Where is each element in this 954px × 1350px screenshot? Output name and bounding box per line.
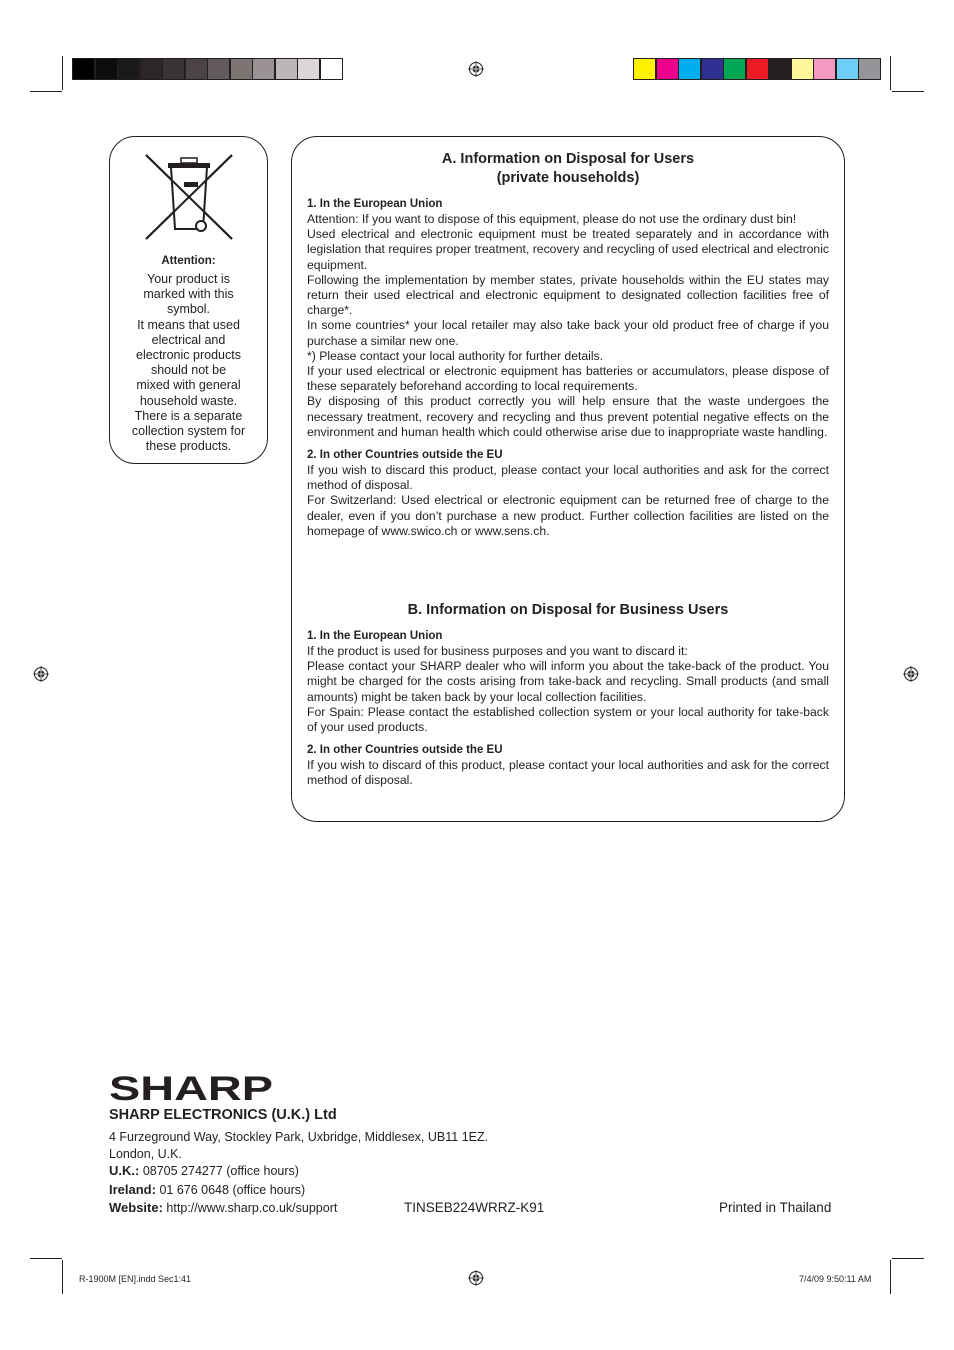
paragraph: *) Please contact your local authority for further details. (307, 348, 604, 363)
section-a-other-text (307, 463, 829, 539)
attention-box (109, 136, 268, 464)
section-a-subheading-other: 2. In other Countries outside the EU (307, 449, 503, 462)
color-swatch (836, 58, 859, 80)
attention-line: electrical and (151, 332, 226, 347)
section-b-subheading-eu: 1. In the European Union (307, 630, 443, 642)
section-b-body (307, 630, 829, 789)
section-a-heading-line2: (private households) (496, 170, 640, 186)
color-swatch (701, 58, 724, 80)
address-line2: London, U.K. (109, 1147, 182, 1161)
paragraph: Attention: If you want to dispose of this equipment, please do not use the ordinary dust bin! (307, 212, 797, 226)
registration-mark-icon (33, 666, 49, 682)
website-link[interactable]: http://www.sharp.co.uk/support (166, 1201, 338, 1215)
uk-phone-row (109, 1163, 299, 1178)
color-swatch (768, 58, 791, 80)
color-swatch (813, 58, 836, 80)
ireland-phone-row (109, 1182, 305, 1197)
color-swatch (72, 58, 95, 80)
sharp-logo (109, 1073, 274, 1103)
paragraph: In some countries* your local retailer may also take back your old product free of charge if you purchase a similar new one. (307, 318, 829, 348)
paragraph: By disposing of this product correctly you will help ensure that the waste undergoes the necessary treatment, recovery and recycling and thus prevent potential negative effects on the environment and human health which could otherwise arise due to inappropriate waste handling. (307, 394, 829, 439)
color-swatch (162, 58, 185, 80)
attention-line: mixed with general (136, 378, 241, 393)
color-swatch (791, 58, 814, 80)
section-b-heading: B. Information on Disposal for Business Users (407, 602, 729, 618)
color-swatch (678, 58, 701, 80)
website-row (109, 1200, 337, 1215)
color-swatch (746, 58, 769, 80)
attention-line: It means that used (137, 317, 240, 332)
color-swatch (656, 58, 679, 80)
sharp-logo-text: SHARP (109, 1073, 273, 1103)
attention-line: should not be (150, 363, 227, 378)
crop-mark (890, 1260, 891, 1294)
crop-mark (62, 1260, 63, 1294)
paragraph: For Switzerland: Used electrical or electronic equipment can be returned free of charge to the dealer, even if you don’t purchase a new product. Further collection facilities are listed on the homepage of www.swico.ch or www.sens.ch. (307, 493, 829, 538)
registration-mark-icon (468, 61, 484, 77)
crossed-out-wheelie-bin-icon (143, 153, 235, 241)
crop-mark (892, 91, 924, 92)
ireland-label: Ireland: (109, 1182, 156, 1197)
color-swatch (633, 58, 656, 80)
paragraph: If your used electrical or electronic equipment has batteries or accumulators, please dispose of these separately beforehand according to local requirements. (307, 364, 829, 394)
uk-label: U.K.: (109, 1163, 140, 1178)
registration-mark-icon (903, 666, 919, 682)
color-swatch (117, 58, 140, 80)
paragraph: Following the implementation by member states, private households within the EU states may return their used electrical and electronic equipment to designated collection facilities free of charge*. (307, 272, 829, 318)
color-swatch (858, 58, 881, 80)
paragraph: If the product is used for business purposes and you want to discard it: (307, 644, 688, 658)
printed-in: Printed in Thailand (719, 1200, 832, 1215)
color-swatch (185, 58, 208, 80)
paragraph: Used electrical and electronic equipment must be treated separately and in accordance with legislation that requires proper treatment, recovery and recycling of used electrical and electronic equipment. (307, 227, 829, 272)
crop-mark (892, 1258, 924, 1259)
color-swatch (297, 58, 320, 80)
registration-mark-icon (468, 1270, 484, 1286)
paragraph: If you wish to discard this product, please contact your local authorities and ask for the correct method of disposal. (307, 463, 829, 493)
color-swatch (140, 58, 163, 80)
section-a-subheading-eu: 1. In the European Union (307, 198, 443, 210)
attention-line: collection system for (131, 424, 246, 439)
section-a-eu-text (307, 212, 829, 440)
company-name: SHARP ELECTRONICS (U.K.) Ltd (109, 1107, 337, 1123)
color-swatch (230, 58, 253, 80)
section-b-subheading-other: 2. In other Countries outside the EU (307, 744, 503, 757)
color-swatch (207, 58, 230, 80)
crop-mark (30, 91, 62, 92)
uk-phone: 08705 274277 (office hours) (142, 1164, 299, 1178)
paragraph: If you wish to discard of this product, please contact your local authorities and ask for the correct method of disposal. (307, 758, 829, 788)
crop-mark (30, 1258, 62, 1259)
paragraph: Please contact your SHARP dealer who will inform you about the take-back of the product. You might be charged for the costs arising from take-back and recycling. Small products (and small amounts) might be taken back by your local collection facilities. (307, 659, 829, 704)
crop-mark (890, 56, 891, 90)
attention-line: electronic products (136, 348, 241, 363)
attention-title: Attention: (161, 255, 216, 267)
paragraph: For Spain: Please contact the established collection system or your local authority for take-back of your used products. (307, 704, 829, 735)
attention-line: symbol. (166, 302, 211, 317)
section-a-heading-line1: A. Information on Disposal for Users (441, 151, 695, 167)
section-a-body (307, 198, 829, 539)
color-swatch (320, 58, 343, 80)
color-swatch (275, 58, 298, 80)
slug-date: 7/4/09 9:50:11 AM (799, 1274, 872, 1284)
disposal-info-box (291, 136, 845, 822)
attention-text (110, 272, 267, 454)
attention-line: There is a separate (134, 408, 243, 423)
color-swatch (95, 58, 118, 80)
slug-file-info: R-1900M [EN].indd Sec1:41 (79, 1274, 192, 1284)
section-b-other-text (307, 758, 829, 788)
ireland-phone: 01 676 0648 (office hours) (159, 1183, 306, 1197)
document-code: TINSEB224WRRZ-K91 (404, 1200, 545, 1215)
website-label: Website: (109, 1200, 163, 1215)
color-swatch (723, 58, 746, 80)
address-line1: 4 Furzeground Way, Stockley Park, Uxbridge, Middlesex, UB11 1EZ. (109, 1130, 489, 1144)
attention-line: Your product is (147, 272, 230, 286)
section-b-eu-text (307, 644, 829, 735)
attention-line: marked with this (143, 287, 234, 302)
attention-line: household waste. (139, 393, 238, 408)
attention-line: these products. (145, 439, 232, 454)
section-a-heading (292, 150, 844, 188)
color-swatch (252, 58, 275, 80)
crop-mark (62, 56, 63, 90)
